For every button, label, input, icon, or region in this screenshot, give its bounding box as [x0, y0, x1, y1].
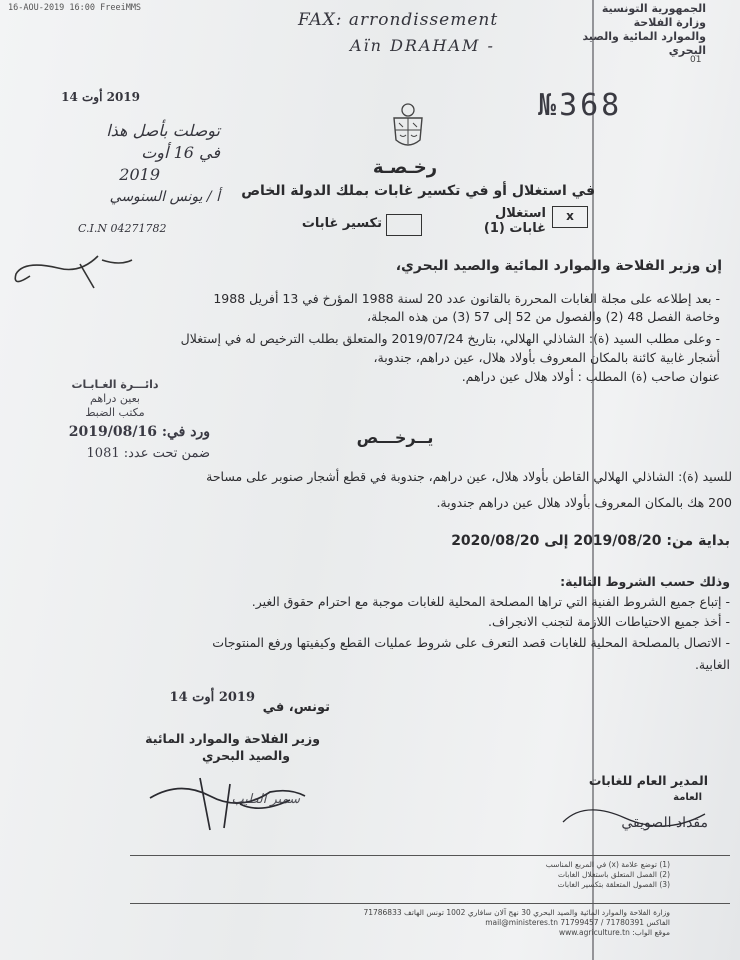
condition-4: الغابية. — [694, 657, 730, 672]
page-reference: 01 — [690, 55, 702, 65]
letterhead — [556, 2, 706, 58]
minister-signature-block — [120, 730, 320, 764]
minister-signature-name: سمير الطيب — [231, 792, 300, 807]
fax-note-line2: Aïn DRAHAM - — [350, 36, 495, 55]
footnote-2: (2) الفصل المتعلق باستغلال الغابات — [557, 870, 670, 879]
period-to: 2020/08/20 — [451, 533, 540, 549]
period-label: بداية من: — [666, 533, 730, 549]
receipt-line1: توصلت بأصل هذا — [106, 121, 220, 140]
footnote-divider — [130, 855, 730, 856]
option-exploitation-label: استغلال غابات (1) — [483, 206, 546, 236]
grantee-line-1: للسيد (ة): الشاذلي الهلالي القاطن بأولاد هلال، عين دراهم، جندوبة في قطع أشجار صنوبر على مساحة — [206, 469, 732, 484]
option-clearing-checkbox[interactable] — [386, 214, 422, 236]
minister-signature — [140, 770, 310, 834]
signing-place: تونس، في — [262, 700, 330, 715]
document-subtitle: في استغلال أو في تكسير غابات بملك الدولة الخاص — [241, 183, 595, 199]
issue-date-top: 2019 أوت 14 — [61, 90, 140, 104]
consideration-line-1: - بعد إطلاعه على مجلة الغابات المحررة بالقانون عدد 20 لسنة 1988 المؤرخ في 13 أفريل 1988 — [213, 291, 720, 306]
receipt-line4: أ / يونس السنوسي — [109, 189, 220, 205]
consideration-line-3: - وعلى مطلب السيد (ة): الشاذلي الهلالي، بتاريخ 2019/07/24 والمتعلق بطلب الترخيص له في إستغلال — [180, 331, 720, 346]
consideration-line-2: وخاصة الفصل 48 (2) والفصول من 52 إلى 57 (3) من هذه المجلة، — [367, 309, 720, 324]
footer-divider — [130, 903, 730, 904]
stamp-location: بعين دراهم — [90, 392, 140, 405]
stamp-bureau: مكتب الضبط — [85, 406, 145, 419]
period-to-word: إلى — [544, 533, 569, 549]
footer-address: وزارة الفلاحة والموارد المائية والصيد البحري 30 نهج آلان سافاري 1002 تونس الهاتف 71786833 — [363, 908, 670, 917]
fax-transmission-header: 16-AOU-2019 16:00 FreeiMMS — [8, 3, 142, 13]
validity-period — [350, 533, 730, 549]
letterhead-ministry: وزارة الفلاحة — [633, 16, 706, 29]
stamp-office: دائـــرة الغـابـات — [71, 378, 159, 391]
document-number — [538, 88, 622, 123]
footnotes — [520, 860, 670, 890]
stamp-received-date: ورد في: 2019/08/16 — [68, 424, 210, 440]
receipt-id-card: C.I.N 04271782 — [78, 222, 167, 235]
footer-contact: الفاكس 71780391 / 71799457 mail@ministeres.tn — [485, 918, 670, 927]
condition-3: - الاتصال بالمصلحة المحلية للغابات قصد التعرف على شروط عمليات القطع وكيفيتها ورفع المنتوجات — [212, 635, 730, 650]
authorizes-heading: يــرخـــص — [356, 428, 434, 447]
option-exploitation-checkbox[interactable] — [552, 206, 588, 228]
condition-2: - أخذ جميع الاحتياطات اللازمة لتجنب الانجراف. — [487, 614, 730, 629]
director-title-cont: العامة — [673, 792, 702, 803]
period-from: 2019/08/20 — [573, 533, 662, 549]
grantee-line-2: 200 هك بالمكان المعروف بأولاد هلال عين دراهم جندوبة. — [436, 495, 732, 510]
condition-1: - إتباع جميع الشروط الفنية التي تراها المصلحة المحلية للغابات موجبة مع احترام حقوق الغير. — [251, 594, 730, 609]
checkbox-x-mark: x — [566, 209, 574, 223]
fax-note-line1: FAX: arrondissement — [298, 10, 499, 30]
minister-heading: إن وزير الفلاحة والموارد المائية والصيد البحري، — [395, 258, 722, 274]
letterhead-ministry-cont: والموارد المائية والصيد البحري — [582, 30, 706, 57]
director-signature-stroke — [555, 800, 715, 840]
footer-website: موقع الواب: www.agriculture.tn — [558, 928, 670, 937]
number-prefix: № — [538, 88, 560, 123]
consideration-line-4: أشجار غابية كائنة بالمكان المعروف بأولاد هلال، عين دراهم، جندوبة، — [373, 350, 720, 365]
number-value: 368 — [559, 88, 623, 123]
registry-stamp — [40, 378, 190, 420]
conditions-heading: وذلك حسب الشروط التالية: — [560, 574, 730, 589]
stamp-register-number: ضمن تحت عدد: 1081 — [86, 446, 210, 461]
signing-date: 2019 أوت 14 — [169, 690, 255, 705]
director-signature-name: مقداد الصويقي — [621, 815, 708, 831]
tunisia-coat-of-arms-icon — [386, 100, 430, 152]
handwritten-receipt-note — [40, 120, 220, 208]
receipt-line2: في 16 أوت — [141, 143, 220, 162]
receipt-signature-scribble — [10, 246, 140, 292]
footnote-1: (1) توضع علامة (x) في المربع المناسب — [545, 860, 670, 869]
minister-title-cont: والصيد البحري — [201, 748, 290, 763]
receipt-line3: 2019 — [119, 165, 160, 184]
document-title: رخـصـة — [372, 157, 438, 178]
option-clearing-label: تكسير غابات — [301, 216, 382, 231]
consideration-line-5: عنوان صاحب (ة) المطلب : أولاد هلال عين دراهم. — [461, 369, 720, 384]
footnote-3: (3) الفصول المتعلقة بتكسير الغابات — [557, 880, 670, 889]
ministry-footer — [270, 908, 670, 938]
director-title: المدير العام للغابات — [588, 773, 708, 788]
letterhead-republic: الجمهورية التونسية — [601, 2, 706, 15]
minister-title: وزير الفلاحة والموارد المائية — [145, 731, 320, 746]
